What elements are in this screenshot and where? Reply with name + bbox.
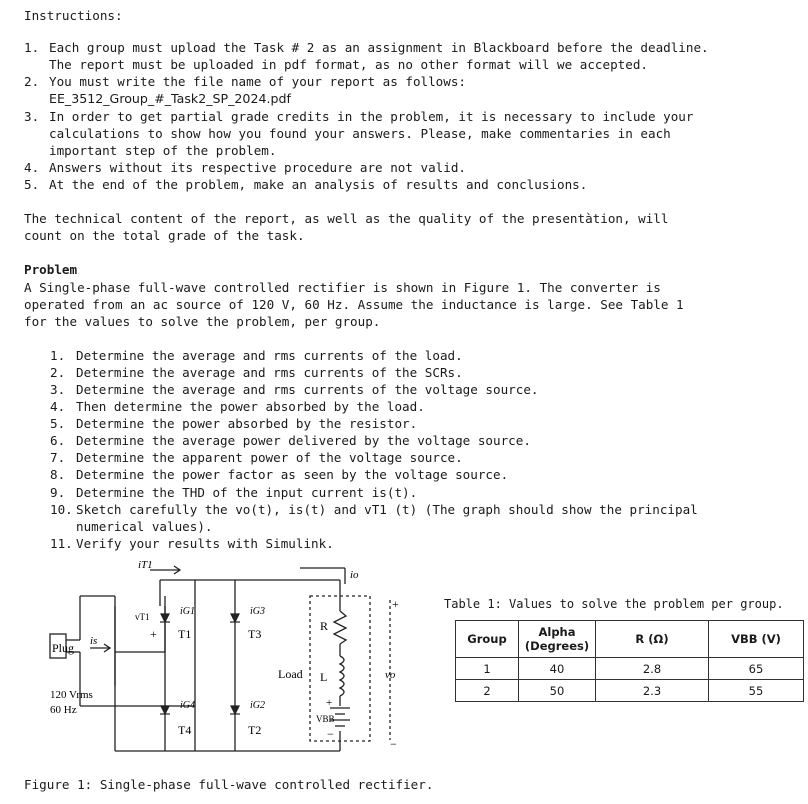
task-number: 2. <box>50 365 66 380</box>
task-text: Determine the THD of the input current is(t). <box>76 485 418 500</box>
instruction-text: important step of the problem. <box>49 143 277 158</box>
table-title: Table 1: Values to solve the problem per group. <box>444 597 784 611</box>
label-plus-vt1: + <box>150 627 157 641</box>
instruction-number: 2. <box>24 74 40 89</box>
task-text: Determine the apparent power of the voltage source. <box>76 450 463 465</box>
problem-intro: A Single-phase full-wave controlled rectifier is shown in Figure 1. The converter is <box>24 280 661 295</box>
task-number: 3. <box>50 382 66 397</box>
table-row: 1 40 2.8 65 <box>456 658 804 680</box>
instruction-text: calculations to show how you found your answers. Please, make commentaries in each <box>49 126 671 141</box>
label-source-frequency: 60 Hz <box>50 704 77 716</box>
label-t3: T3 <box>248 627 262 641</box>
label-load: Load <box>278 667 303 681</box>
instruction-text: Answers without its respective procedure are not valid. <box>49 160 467 175</box>
task-text: Determine the power factor as seen by the voltage source. <box>76 467 509 482</box>
label-minus-vbb: − <box>327 727 334 741</box>
label-t2: T2 <box>248 723 262 737</box>
task-text: Determine the average and rms currents of the voltage source. <box>76 382 539 397</box>
note-text: The technical content of the report, as well as the quality of the presentàtion, will <box>24 211 669 226</box>
task-number: 7. <box>50 450 66 465</box>
table-row: 2 50 2.3 55 <box>456 680 804 702</box>
col-header-alpha: Alpha (Degrees) <box>519 621 596 658</box>
label-l: L <box>320 670 328 684</box>
problem-heading: Problem <box>24 262 78 277</box>
task-text: Verify your results with Simulink. <box>76 536 334 551</box>
label-ig1: iG1 <box>180 606 195 617</box>
col-header-vbb: VBB (V) <box>709 621 804 658</box>
label-ig2: iG2 <box>250 700 265 711</box>
instruction-text: You must write the file name of your report as follows: <box>49 74 467 89</box>
label-plus-vo: + <box>392 597 399 611</box>
col-header-group: Group <box>456 621 519 658</box>
task-number: 6. <box>50 433 66 448</box>
instruction-number: 1. <box>24 40 40 55</box>
task-number: 10. <box>50 502 73 517</box>
task-number: 1. <box>50 348 66 363</box>
instruction-text: In order to get partial grade credits in the problem, it is necessary to include your <box>49 109 694 124</box>
task-text: Sketch carefully the vo(t), is(t) and vT1 (t) (The graph should show the principal <box>76 502 698 517</box>
label-is: is <box>90 635 98 647</box>
label-ig4: iG4 <box>180 700 195 711</box>
task-text: Determine the average power delivered by the voltage source. <box>76 433 531 448</box>
task-number: 4. <box>50 399 66 414</box>
label-t1: T1 <box>178 627 192 641</box>
values-table <box>455 620 804 702</box>
task-text: Then determine the power absorbed by the load. <box>76 399 425 414</box>
problem-intro: operated from an ac source of 120 V, 60 Hz. Assume the inductance is large. See Table 1 <box>24 297 684 312</box>
task-text: Determine the average and rms currents of the load. <box>76 348 463 363</box>
figure-caption: Figure 1: Single-phase full-wave controlled rectifier. <box>24 777 434 792</box>
task-number: 11. <box>50 536 73 551</box>
task-number: 5. <box>50 416 66 431</box>
task-text: numerical values). <box>76 519 213 534</box>
label-source-voltage: 120 Vrms <box>50 689 93 701</box>
instruction-text: Each group must upload the Task # 2 as an assignment in Blackboard before the deadline. <box>49 40 709 55</box>
label-r: R <box>320 619 329 633</box>
instruction-number: 4. <box>24 160 40 175</box>
label-plus-vbb: + <box>326 697 333 709</box>
task-number: 9. <box>50 485 66 500</box>
label-minus-vo: − <box>390 737 397 751</box>
instruction-number: 3. <box>24 109 40 124</box>
task-text: Determine the average and rms currents of the SCRs. <box>76 365 463 380</box>
label-vbb: VBB <box>316 714 335 724</box>
file-name-example: EE_3512_Group_#_Task2_SP_2024.pdf <box>49 91 291 106</box>
instruction-number: 5. <box>24 177 40 192</box>
label-io: io <box>350 569 359 581</box>
note-text: count on the total grade of the task. <box>24 228 305 243</box>
label-vt1: vT1 <box>135 612 150 622</box>
label-plug: Plug <box>52 641 75 655</box>
label-ig3: iG3 <box>250 606 265 617</box>
instructions-heading: Instructions: <box>24 8 123 23</box>
rectifier-circuit-diagram <box>40 556 420 760</box>
col-header-r: R (Ω) <box>596 621 709 658</box>
task-number: 8. <box>50 467 66 482</box>
label-t4: T4 <box>178 723 192 737</box>
task-text: Determine the power absorbed by the resistor. <box>76 416 418 431</box>
label-vo: vo <box>385 669 396 681</box>
instruction-text: At the end of the problem, make an analysis of results and conclusions. <box>49 177 588 192</box>
label-it1: iT1 <box>138 559 153 571</box>
instruction-text: The report must be uploaded in pdf format, as no other format will we accepted. <box>49 57 648 72</box>
problem-intro: for the values to solve the problem, per group. <box>24 314 381 329</box>
